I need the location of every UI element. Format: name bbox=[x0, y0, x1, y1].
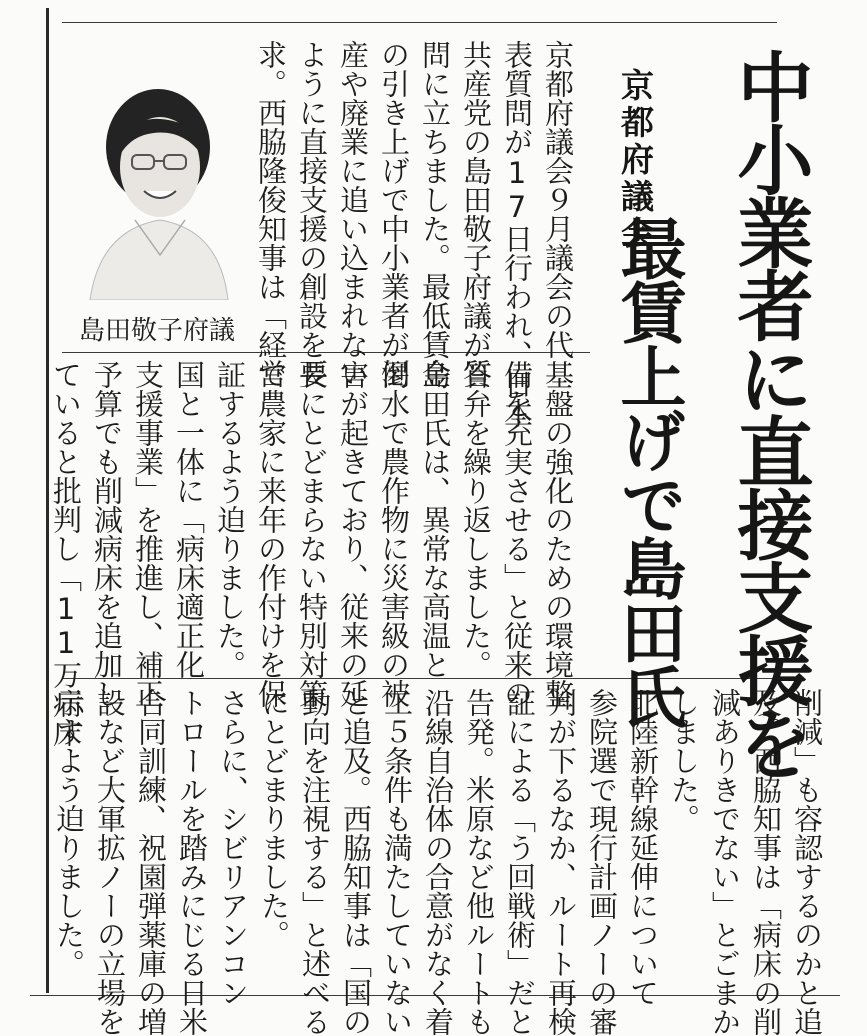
text-line: 産や廃業に追い込まれない bbox=[336, 40, 370, 388]
portrait-photo bbox=[80, 55, 230, 300]
text-line: しました。 bbox=[667, 688, 701, 833]
text-line: 設など大軍拡ノーの立場を bbox=[93, 688, 127, 1036]
text-line: トロールを踏みにじる日米 bbox=[175, 688, 209, 1036]
text-line: と追及。西脇知事は「国の bbox=[339, 688, 373, 1036]
text-line: 削減」も容認するのかと追 bbox=[790, 688, 824, 1036]
text-line: ていると批判し「11万病床 bbox=[49, 360, 83, 747]
headline-main: 中小業者に直接支援を bbox=[725, 48, 814, 778]
text-line: 動向を注視する」と述べる bbox=[298, 688, 332, 1036]
top-rule bbox=[62, 22, 777, 23]
headline-kicker: 京都府議会 bbox=[616, 68, 655, 253]
text-line: 京都府議会９月議会の代 bbox=[541, 40, 575, 359]
text-line: で農家に来年の作付けを保 bbox=[254, 360, 288, 708]
article-block-3 bbox=[48, 688, 827, 1036]
text-line: 証するよう迫りました。 bbox=[213, 360, 247, 679]
text-line: 参院選で現行計画ノーの審 bbox=[585, 688, 619, 1036]
text-line: にとどまりました。 bbox=[257, 688, 291, 949]
text-line: 証による「う回戦術」だと bbox=[503, 688, 537, 1036]
text-line: ように直接支援の創設を要 bbox=[295, 40, 329, 388]
text-line: 害が起きており、従来の延 bbox=[336, 360, 370, 708]
text-line: 予算でも削減病床を追加し bbox=[90, 360, 124, 708]
photo-caption: 島田敬子府議 bbox=[78, 316, 235, 346]
text-line: 告発。米原など他ルートも bbox=[462, 688, 496, 1036]
text-line: 長にとどまらない特別対策 bbox=[295, 360, 329, 708]
text-line: 共産党の島田敬子府議が質 bbox=[459, 40, 493, 388]
text-line: 合同訓練、祝園弾薬庫の増 bbox=[134, 688, 168, 1036]
text-line: 島田氏は、異常な高温と bbox=[418, 360, 452, 679]
text-line: 沿線自治体の合意がなく着 bbox=[421, 688, 455, 1036]
text-line: 減ありきでない」とごまか bbox=[708, 688, 742, 1036]
text-line: 支援事業」を推進し、補正 bbox=[131, 360, 165, 708]
text-line: 問に立ちました。最低賃金 bbox=[418, 40, 452, 388]
headline-sub: 最賃上げで島田氏 bbox=[609, 215, 686, 727]
text-line: 備を充実させる」と従来の bbox=[500, 360, 534, 708]
text-line: 示すよう迫りました。 bbox=[52, 688, 86, 978]
text-line: 及。西脇知事は「病床の削 bbox=[749, 688, 783, 1036]
text-line: の引き上げで中小業者が倒 bbox=[377, 40, 411, 388]
text-line: 渇水で農作物に災害級の被 bbox=[377, 360, 411, 708]
text-line: 北陸新幹線延伸について bbox=[626, 688, 660, 1007]
text-line: 求。西脇隆俊知事は「経営 bbox=[254, 40, 288, 388]
text-line: さらに、シビリアンコン bbox=[216, 688, 250, 1007]
text-line: 国と一体に「病床適正化 bbox=[172, 360, 206, 679]
text-line: 答弁を繰り返しました。 bbox=[459, 360, 493, 679]
text-line: 判が下るなか、ルート再検 bbox=[544, 688, 578, 1036]
text-line: 工５条件も満たしていない bbox=[380, 688, 414, 1036]
text-line: 基盤の強化のための環境整 bbox=[541, 360, 575, 708]
text-line: 表質問が17日行われ、日本 bbox=[500, 40, 534, 427]
